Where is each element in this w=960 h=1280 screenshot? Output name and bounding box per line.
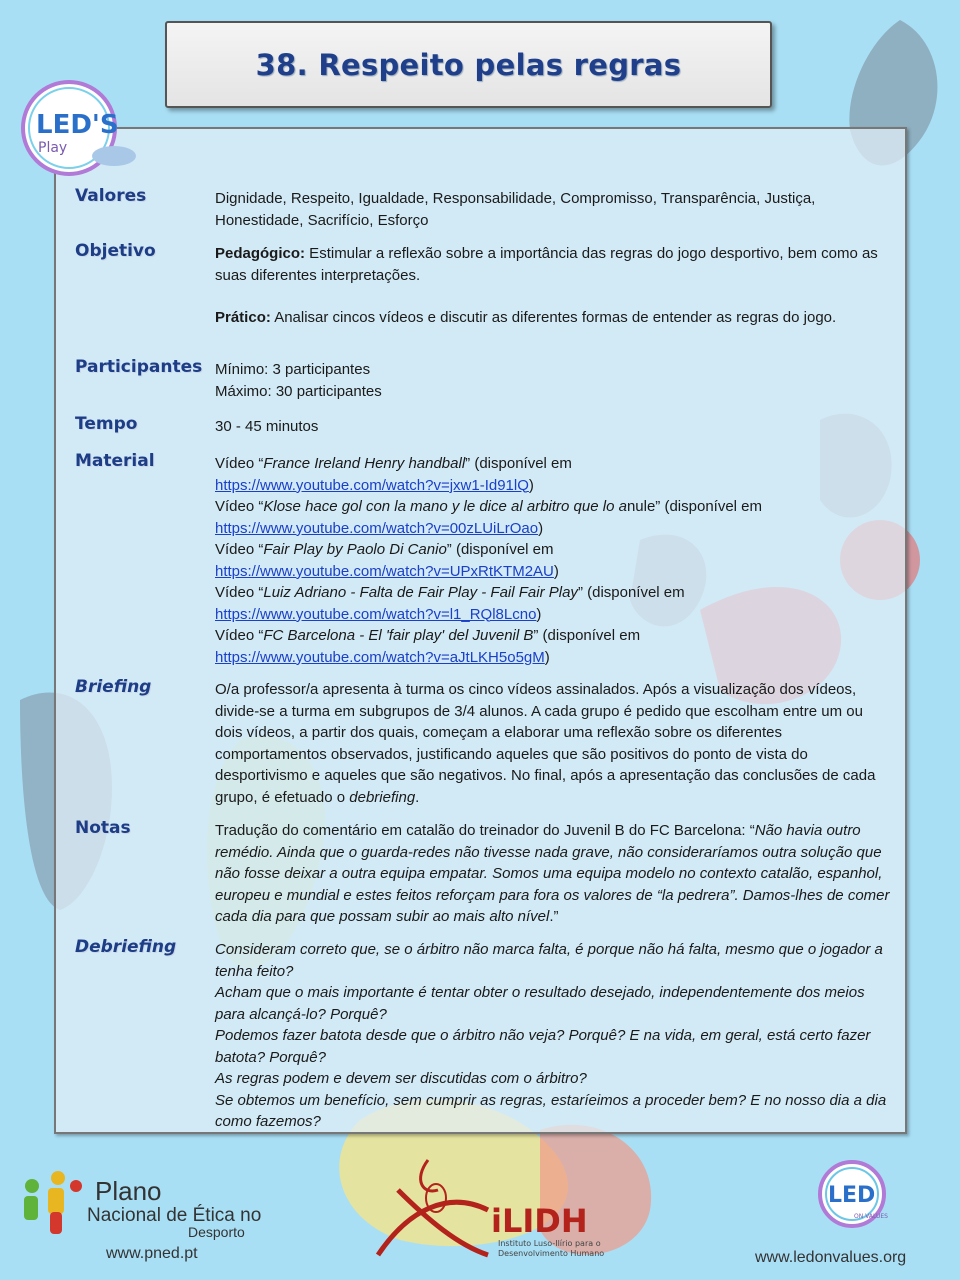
content-notas: Tradução do comentário em catalão do treinador do Juvenil B do FC Barcelona: “Não havia outro remédio. Ainda que o guarda-redes não tivesse nada grave, não consideraríamos outra solução que não fosse deixar a outra equipa empatar. Somos uma equipa modelo no contexto catalão, espanhol, europeu e mundial e estes feitos reforçam para fora os valores de “la pedrera”. Damos-lhes de comer cada dia para que possam subir ao mais alto nível.” [215, 822, 890, 925]
label-tempo: Tempo [75, 414, 138, 434]
video-link[interactable]: https://www.youtube.com/watch?v=jxw1-Id91lQ [215, 476, 529, 494]
label-participantes: Participantes [75, 357, 203, 377]
content-objetivo [215, 243, 890, 329]
video-title: Klose hace gol con la mano y le dice al arbitro que lo a [263, 498, 627, 515]
ilidh-sub2: Desenvolvimento Humano [498, 1249, 605, 1258]
led-on-values-logo [814, 1158, 896, 1232]
content-debriefing [215, 939, 890, 1133]
debriefing-question: Podemos fazer batota desde que o árbitro não veja? Porquê? E na vida, em geral, está certo fazer batota? Porquê? [215, 1027, 871, 1066]
label-objetivo: Objetivo [75, 241, 156, 261]
video-title: Luiz Adriano - Falta de Fair Play - Fail Fair Play [263, 584, 578, 601]
participantes-max: Máximo: 30 participantes [215, 382, 382, 400]
leds-logo-line2: Play [38, 140, 68, 156]
debriefing-question: As regras podem e devem ser discutidas com o árbitro? [215, 1070, 587, 1087]
video-title: FC Barcelona - El 'fair play' del Juvenil B [263, 627, 534, 644]
page-title: 38. Respeito pelas regras [255, 47, 682, 82]
label-notas: Notas [75, 818, 131, 838]
pned-line2: Nacional de Ética no [87, 1205, 262, 1226]
notas-text: Tradução do comentário em catalão do treinador do Juvenil B do FC Barcelona: “ [215, 822, 755, 839]
video-link[interactable]: https://www.youtube.com/watch?v=00zLUiLrOao [215, 519, 539, 537]
leds-logo-line1: LED'S [36, 110, 119, 140]
debriefing-question: Consideram correto que, se o árbitro não marca falta, é porque não há falta, mesmo que o jogador a tenha feito? [215, 941, 883, 980]
pned-line3: Desporto [188, 1224, 245, 1240]
pned-url[interactable]: www.pned.pt [106, 1245, 198, 1262]
ilidh-name: iLIDH [491, 1202, 588, 1240]
video-title: France Ireland Henry handball [263, 455, 466, 472]
briefing-text: O/a professor/a apresenta à turma os cinco vídeos assinalados. Após a visualização dos vídeos, divide-se a turma em subgrupos de 3/4 alunos. A cada grupo é pedido que escolham entre um ou dois vídeos, a partir dos quais, começam a elaborar uma reflexão sobre os diferentes comportamentos observados, justificando aqueles que são positivos do ponto de vista do desportivismo e aqueles que são negativos. No final, após a apresentação das conclusões de cada grupo, é efetuado o [215, 681, 876, 806]
participantes-min: Mínimo: 3 participantes [215, 361, 371, 378]
ilidh-sub1: Instituto Luso-Ilírio para o [498, 1239, 601, 1248]
title-box [165, 21, 772, 108]
video-title: Fair Play by Paolo Di Canio [263, 541, 447, 558]
content-participantes [215, 359, 890, 402]
content-valores [215, 188, 890, 231]
pratico-label: Prático: [215, 309, 271, 326]
debriefing-question: Se obtemos um benefício, sem cumprir as regras, estaríeimos a proceder bem? E no nosso dia a dia como fazemos? [215, 1091, 887, 1130]
video-item: Vídeo “FC Barcelona - El 'fair play' del Juvenil B” (disponível em https://www.youtube.com/watch?v=aJtLKH5o5gM) [215, 627, 641, 666]
pedagogico-text: Estimular a reflexão sobre a importância das regras do jogo desportivo, bem como as suas diferentes interpretações. [215, 245, 878, 284]
content-briefing: O/a professor/a apresenta à turma os cinco vídeos assinalados. Após a visualização dos vídeos, divide-se a turma em subgrupos de 3/4 alunos. A cada grupo é pedido que escolham entre um ou dois vídeos, a partir dos quais, começam a elaborar uma reflexão sobre os diferentes comportamentos observados, justificando aqueles que são positivos do ponto de vista do desportivismo e aqueles que são negativos. No final, após a apresentação das conclusões de cada grupo, é efetuado o debriefing. [215, 681, 876, 806]
video-item: Vídeo “France Ireland Henry handball” (disponível em https://www.youtube.com/watch?v=jxw1-Id91lQ) [215, 455, 572, 494]
pned-line1: Plano [95, 1176, 162, 1206]
content-tempo [215, 416, 890, 438]
ilidh-logo [368, 1150, 618, 1269]
led-logo-text: LED [828, 1183, 876, 1208]
pratico-text: Analisar cincos vídeos e discutir as diferentes formas de entender as regras do jogo. [270, 309, 837, 326]
notas-quote: Não havia outro remédio. Ainda que o guarda-redes não tivesse nada grave, não consideraríamos outra solução que não fosse deixar a outra equipa empatar. Somos uma equipa modelo no contexto catalão, espanhol, europeu e mundial e estes feitos reforçam para fora os valores de “la pedrera”. Damos-lhes de comer cada dia para que possam subir ao mais alto nível [215, 822, 890, 925]
led-url[interactable]: www.ledonvalues.org [755, 1249, 907, 1266]
label-debriefing: Debriefing [75, 937, 177, 957]
ilidh-emblem-icon [368, 1150, 618, 1265]
label-material: Material [75, 451, 155, 471]
valores-text: Dignidade, Respeito, Igualdade, Responsabilidade, Compromisso, Transparência, Justiça, Honestidade, Sacrifício, Esforço [215, 190, 816, 229]
video-link[interactable]: https://www.youtube.com/watch?v=UPxRtKTM2AU [215, 562, 554, 580]
pned-logo [18, 1166, 90, 1242]
video-link[interactable]: https://www.youtube.com/watch?v=aJtLKH5o5gM [215, 648, 545, 666]
tempo-text: 30 - 45 minutos [215, 418, 319, 435]
label-valores: Valores [75, 186, 147, 206]
briefing-debriefing-word: debriefing [349, 788, 416, 806]
video-link[interactable]: https://www.youtube.com/watch?v=l1_RQl8Lcno [215, 605, 537, 623]
led-on-values-icon [814, 1158, 896, 1228]
content-material [215, 453, 890, 668]
pedagogico-label: Pedagógico: [215, 245, 306, 262]
leds-play-logo [14, 78, 139, 187]
video-item: Vídeo “Fair Play by Paolo Di Canio” (disponível em https://www.youtube.com/watch?v=UPxRtKTM2AU) [215, 541, 559, 580]
label-briefing: Briefing [75, 677, 152, 697]
debriefing-question: Acham que o mais importante é tentar obter o resultado desejado, independentemente dos meios para alcançá-lo? Porquê? [215, 984, 865, 1023]
leds-play-logo-icon [14, 78, 139, 183]
video-item: Vídeo “Luiz Adriano - Falta de Fair Play - Fail Fair Play” (disponível em https://www.youtube.com/watch?v=l1_RQl8Lcno) [215, 584, 685, 623]
led-logo-sub: ON VALUES [854, 1213, 888, 1220]
pned-figures-icon [18, 1166, 90, 1238]
video-item: Vídeo “Klose hace gol con la mano y le dice al arbitro que lo anule” (disponível em https://www.youtube.com/watch?v=00zLUiLrOao) [215, 498, 763, 537]
